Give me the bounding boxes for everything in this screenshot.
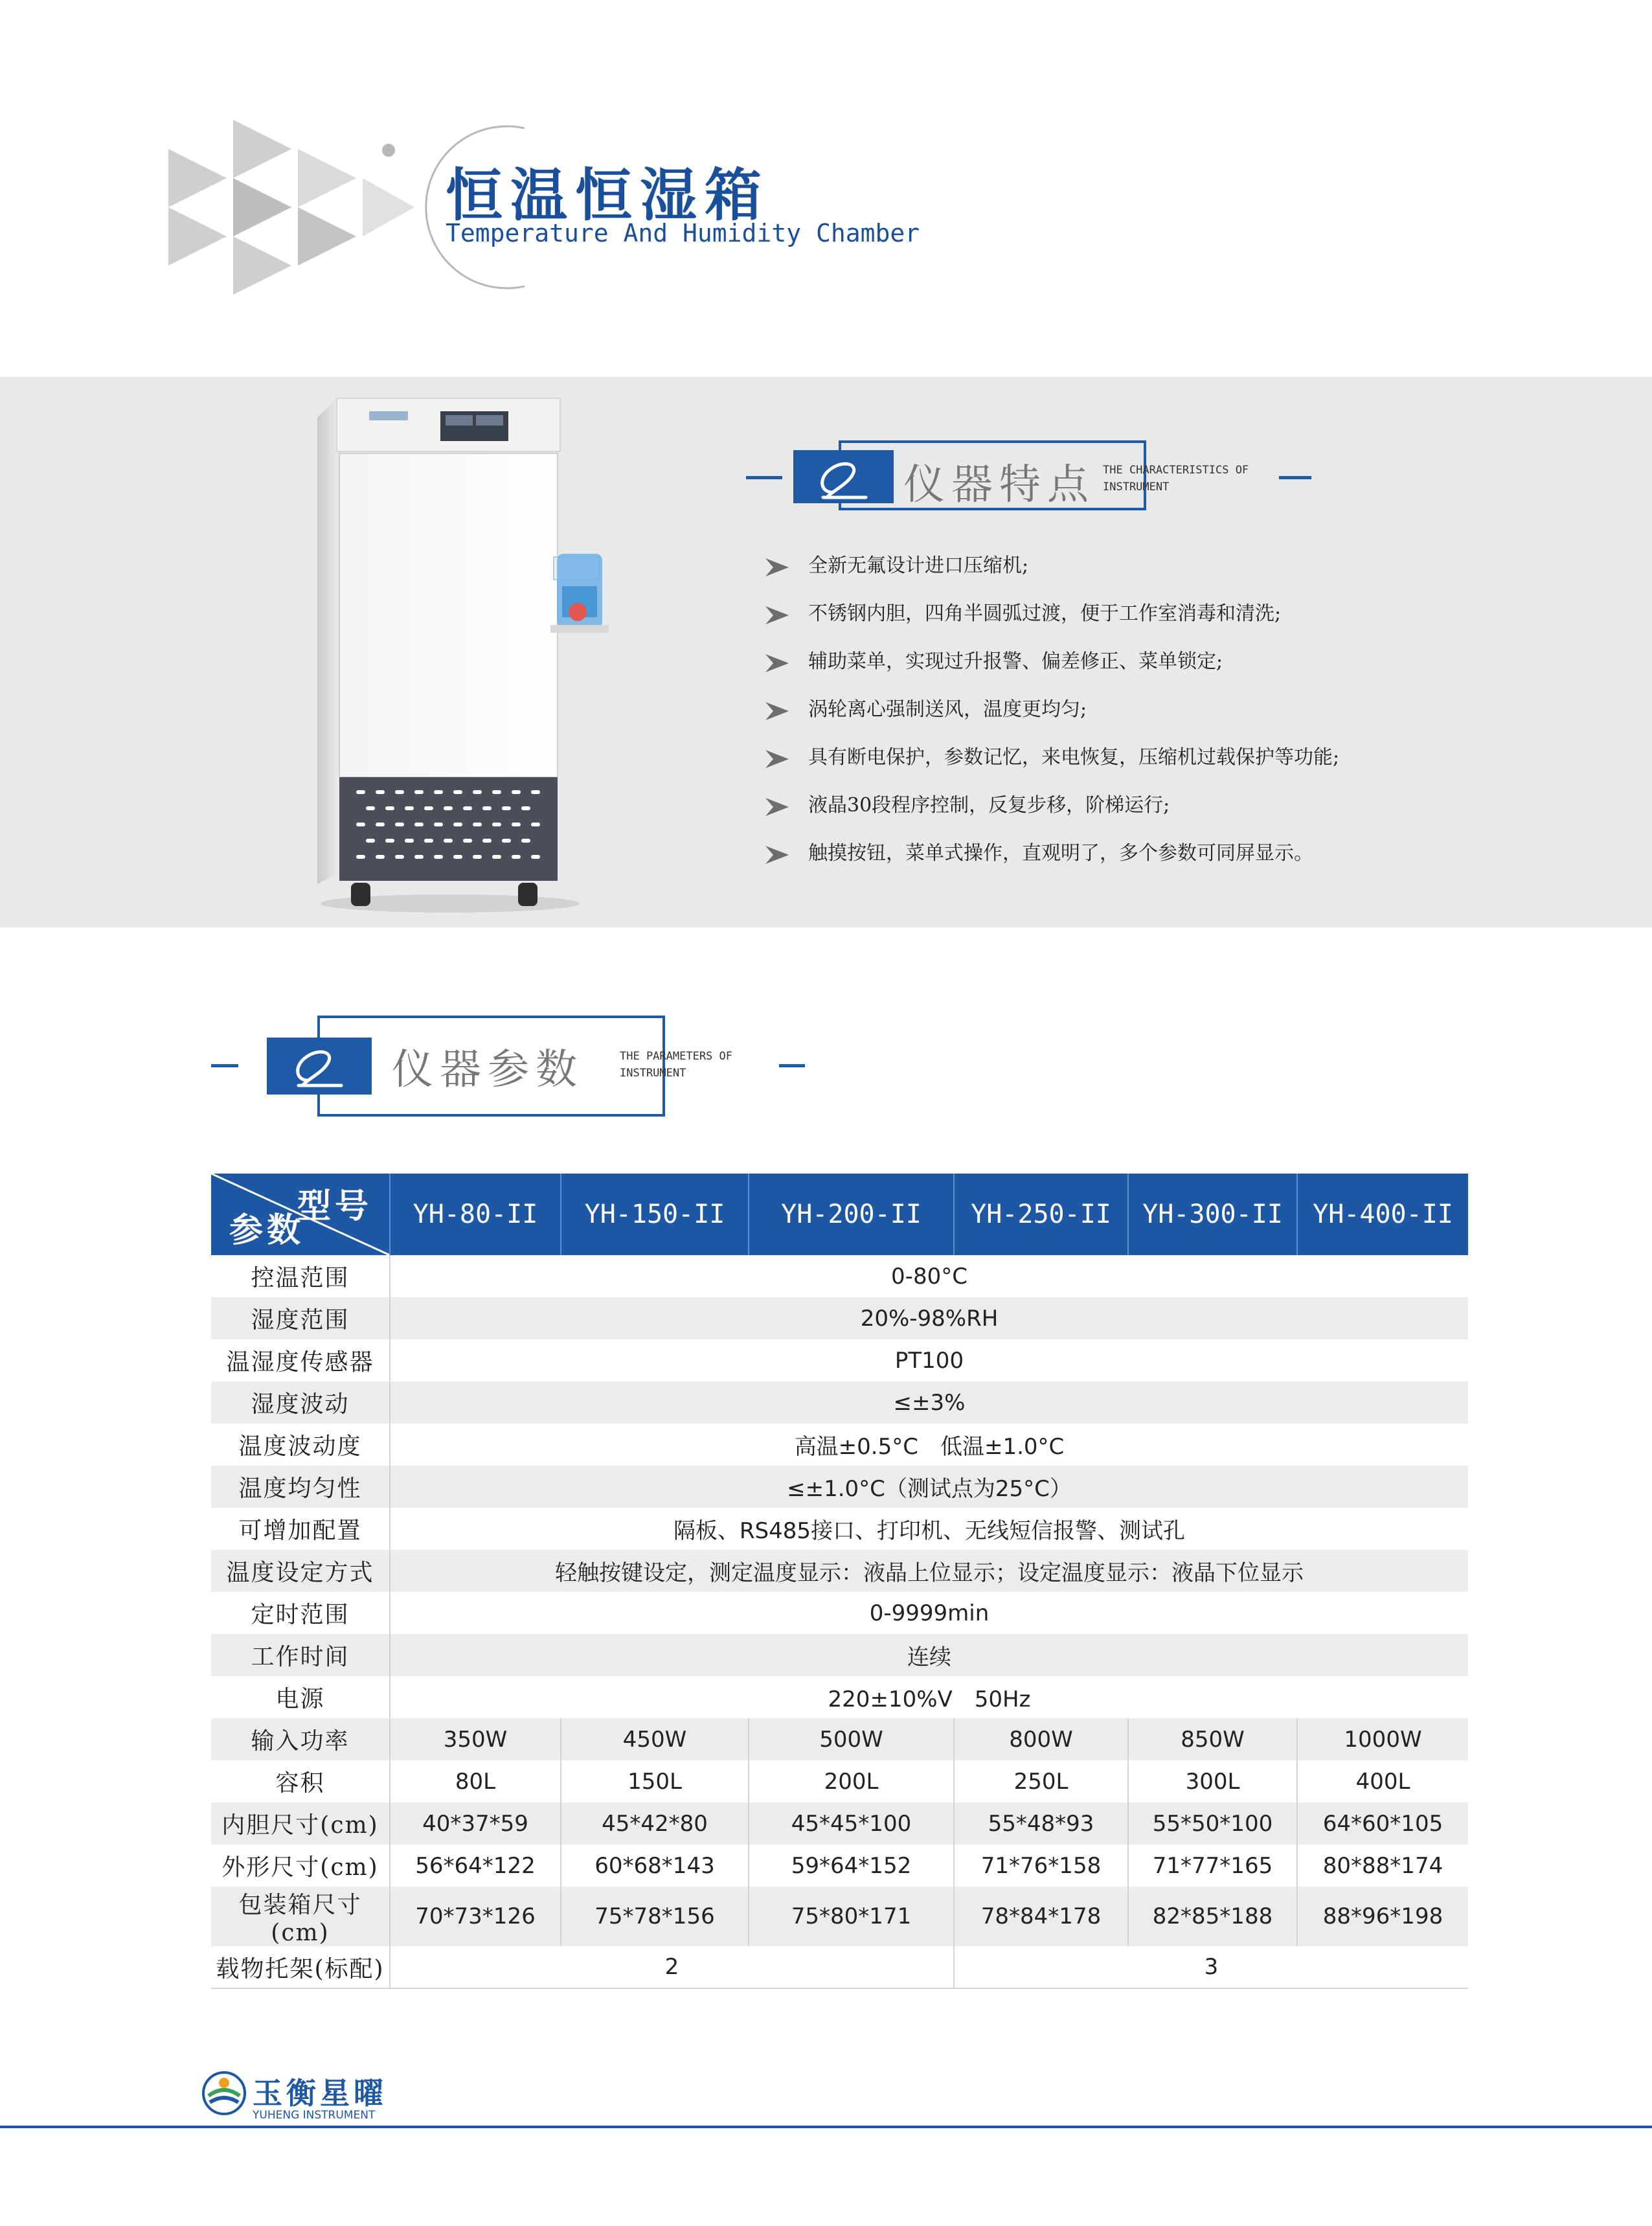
arrow-bullet-icon: [764, 605, 790, 626]
row-label: 外形尺寸(cm): [211, 1845, 390, 1887]
row-value: 300L: [1128, 1760, 1297, 1802]
params-header-line-right: [779, 1064, 805, 1067]
row-label: 温度设定方式: [211, 1550, 390, 1592]
table-row: [211, 1255, 1468, 1297]
row-label: 输入功率: [211, 1718, 390, 1760]
table-row: [211, 1634, 1468, 1676]
feature-text: 触摸按钮，菜单式操作，直观明了，多个参数可同屏显示。: [808, 842, 1313, 865]
row-value: 64*60*105: [1297, 1802, 1468, 1845]
row-value: 500W: [749, 1718, 954, 1760]
arrow-bullet-icon: [764, 797, 790, 817]
row-value: PT100: [390, 1339, 1468, 1381]
row-value: 0-9999min: [390, 1592, 1468, 1634]
row-value: 45*42*80: [561, 1802, 749, 1845]
row-value: 59*64*152: [749, 1845, 954, 1887]
row-label: 定时范围: [211, 1592, 390, 1634]
row-value: 78*84*178: [954, 1887, 1128, 1946]
row-label: 温度波动度: [211, 1424, 390, 1466]
table-row: [211, 1676, 1468, 1718]
arrow-bullet-icon: [764, 701, 790, 721]
list-item: [764, 600, 1619, 648]
row-value: 隔板、RS485接口、打印机、无线短信报警、测试孔: [390, 1508, 1468, 1550]
arrow-bullet-icon: [764, 653, 790, 674]
features-header-line-right: [1279, 476, 1311, 479]
row-value: 150L: [561, 1760, 749, 1802]
arrow-bullet-icon: [764, 557, 790, 578]
table-row: [211, 1887, 1468, 1946]
row-value: 70*73*126: [390, 1887, 561, 1946]
features-title: 仪器特点: [903, 461, 1095, 509]
row-value: 400L: [1297, 1760, 1468, 1802]
row-value: 82*85*188: [1128, 1887, 1297, 1946]
page-subtitle: Temperature And Humidity Chamber: [446, 219, 920, 247]
feature-list: [764, 552, 1619, 887]
row-value: 连续: [390, 1634, 1468, 1676]
model-header: YH-250-II: [954, 1174, 1128, 1255]
list-item: [764, 839, 1619, 887]
row-value: 80L: [390, 1760, 561, 1802]
row-value: 850W: [1128, 1718, 1297, 1760]
feature-text: 不锈钢内胆，四角半圆弧过渡，便于工作室消毒和清洗;: [808, 602, 1282, 625]
model-header: YH-150-II: [561, 1174, 749, 1255]
row-value: 45*45*100: [749, 1802, 954, 1845]
row-value: 250L: [954, 1760, 1128, 1802]
row-label: 电源: [211, 1676, 390, 1718]
row-value: 71*76*158: [954, 1845, 1128, 1887]
parameters-table: [211, 1174, 1468, 1989]
model-header: YH-300-II: [1128, 1174, 1297, 1255]
row-value: 60*68*143: [561, 1845, 749, 1887]
feature-text: 液晶30段程序控制，反复步移，阶梯运行;: [808, 794, 1170, 817]
company-logo-icon: [201, 2070, 247, 2117]
table-row: [211, 1946, 1468, 1988]
table-corner-cell: [211, 1174, 390, 1255]
row-value: 88*96*198: [1297, 1887, 1468, 1946]
row-label: 包装箱尺寸(cm): [211, 1887, 390, 1946]
table-row: [211, 1592, 1468, 1634]
list-item: [764, 648, 1619, 696]
row-value: 450W: [561, 1718, 749, 1760]
table-row: [211, 1845, 1468, 1887]
row-value: 55*50*100: [1128, 1802, 1297, 1845]
table-row: [211, 1381, 1468, 1424]
table-row: [211, 1339, 1468, 1381]
row-label: 可增加配置: [211, 1508, 390, 1550]
row-label: 内胆尺寸(cm): [211, 1802, 390, 1845]
company-logo-text: 玉衡星曜: [253, 2076, 387, 2111]
row-label: 工作时间: [211, 1634, 390, 1676]
row-label: 控温范围: [211, 1255, 390, 1297]
table-row: [211, 1760, 1468, 1802]
feature-text: 具有断电保护，参数记忆，来电恢复，压缩机过载保护等功能;: [808, 746, 1340, 769]
table-header-row: [211, 1174, 1468, 1255]
pen-emblem-icon: [813, 452, 877, 504]
row-value: 高温±0.5°C 低温±1.0°C: [390, 1424, 1468, 1466]
row-value: 56*64*122: [390, 1845, 561, 1887]
row-value: 轻触按键设定，测定温度显示：液晶上位显示；设定温度显示：液晶下位显示: [390, 1550, 1468, 1592]
row-value: 0-80°C: [390, 1255, 1468, 1297]
chamber-product-image: [311, 392, 622, 916]
params-title: 仪器参数: [392, 1046, 583, 1094]
feature-text: 涡轮离心强制送风，温度更均匀;: [808, 698, 1087, 721]
feature-text: 全新无氟设计进口压缩机;: [808, 554, 1029, 577]
row-label: 湿度波动: [211, 1381, 390, 1424]
list-item: [764, 791, 1619, 839]
list-item: [764, 552, 1619, 600]
row-value: 800W: [954, 1718, 1128, 1760]
table-row: [211, 1550, 1468, 1592]
features-subtitle: THE CHARACTERISTICS OF INSTRUMENT: [1103, 464, 1249, 494]
list-item: [764, 744, 1619, 791]
table-row: [211, 1466, 1468, 1508]
row-label: 温度均匀性: [211, 1466, 390, 1508]
page-title: 恒温恒湿箱: [446, 161, 770, 229]
row-value: 2: [390, 1946, 954, 1988]
params-header-line-left: [211, 1064, 238, 1067]
params-subtitle: THE PARAMETERS OF INSTRUMENT: [620, 1050, 732, 1080]
arrow-bullet-icon: [764, 749, 790, 769]
corner-model-label: 型号: [297, 1187, 372, 1226]
table-row: [211, 1424, 1468, 1466]
row-value: 75*78*156: [561, 1887, 749, 1946]
row-value: 3: [954, 1946, 1468, 1988]
row-value: 40*37*59: [390, 1802, 561, 1845]
model-header: YH-400-II: [1297, 1174, 1468, 1255]
footer-rule: [0, 2126, 1652, 2128]
row-value: ≤±3%: [390, 1381, 1468, 1424]
row-value: 75*80*171: [749, 1887, 954, 1946]
table-row: [211, 1508, 1468, 1550]
row-value: 350W: [390, 1718, 561, 1760]
row-value: 20%-98%RH: [390, 1297, 1468, 1339]
row-label: 温湿度传感器: [211, 1339, 390, 1381]
model-header: YH-200-II: [749, 1174, 954, 1255]
model-header: YH-80-II: [390, 1174, 561, 1255]
company-logo-subtext: YUHENG INSTRUMENT: [253, 2109, 376, 2122]
pen-emblem-icon: [288, 1040, 353, 1092]
row-value: 80*88*174: [1297, 1845, 1468, 1887]
feature-text: 辅助菜单，实现过升报警、偏差修正、菜单锁定;: [808, 650, 1223, 673]
row-value: 55*48*93: [954, 1802, 1128, 1845]
row-value: 1000W: [1297, 1718, 1468, 1760]
row-label: 湿度范围: [211, 1297, 390, 1339]
table-row: [211, 1297, 1468, 1339]
row-label: 载物托架(标配): [211, 1946, 390, 1988]
row-value: 71*77*165: [1128, 1845, 1297, 1887]
list-item: [764, 696, 1619, 744]
corner-param-label: 参数: [229, 1210, 305, 1250]
row-value: ≤±1.0°C（测试点为25°C）: [390, 1466, 1468, 1508]
row-label: 容积: [211, 1760, 390, 1802]
table-row: [211, 1802, 1468, 1845]
row-value: 200L: [749, 1760, 954, 1802]
row-value: 220±10%V 50Hz: [390, 1676, 1468, 1718]
table-row: [211, 1718, 1468, 1760]
features-header-line-left: [746, 476, 782, 479]
arrow-bullet-icon: [764, 845, 790, 865]
